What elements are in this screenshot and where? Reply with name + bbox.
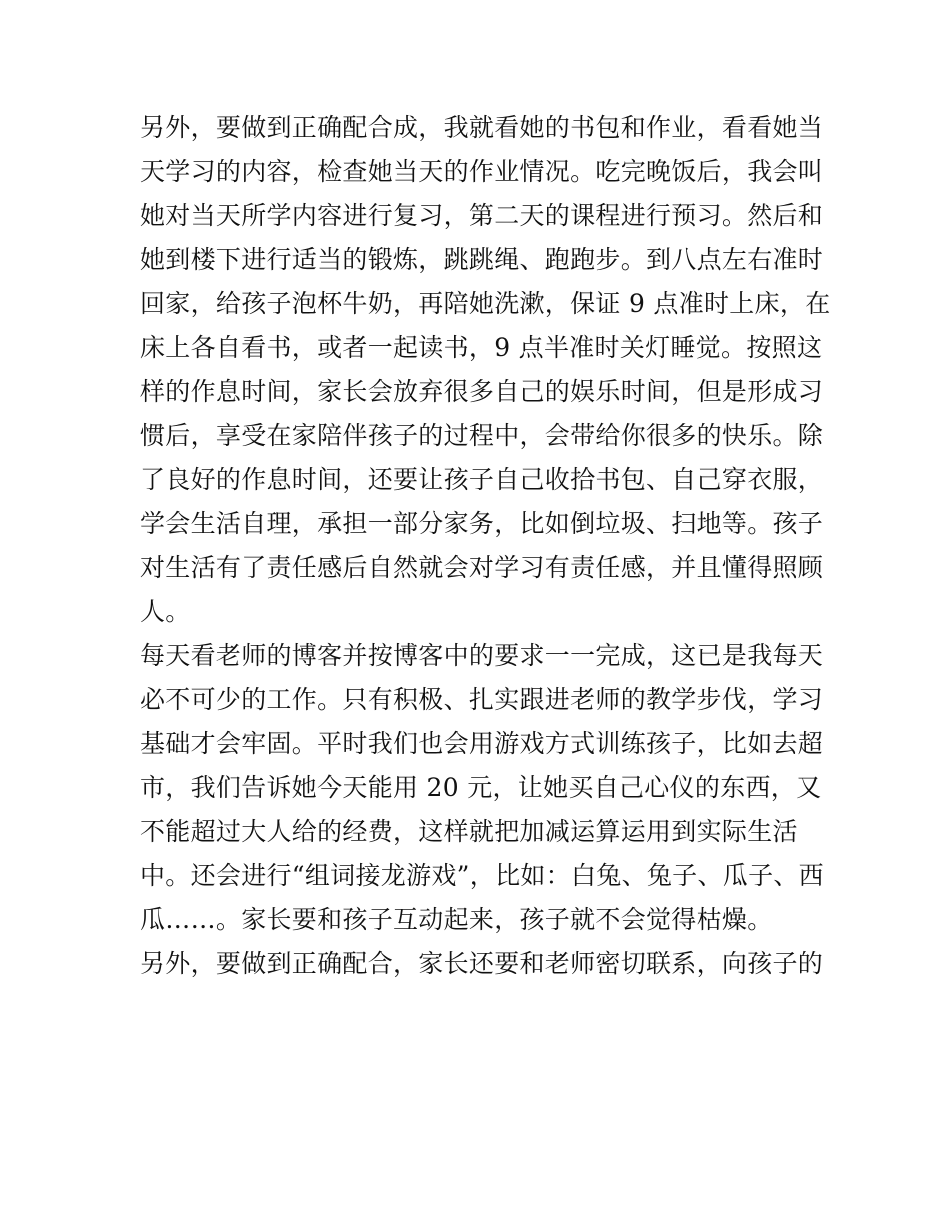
text-line: 另外，要做到正确配合成，我就看她的书包和作业，看看她当 — [140, 113, 824, 142]
text-line: 回家，给孩子泡杯牛奶，再陪她洗漱，保证 9 点准时上床，在 — [140, 289, 831, 318]
paragraph-1 — [140, 106, 831, 634]
text-line: 市，我们告诉她今天能用 20 元，让她买自己心仪的东西，又 — [140, 773, 822, 802]
text-line: 不能超过大人给的经费，这样就把加减运算运用到实际生活 — [140, 817, 798, 846]
text-line: 学会生活自理，承担一部分家务，比如倒垃圾、扫地等。孩子 — [140, 509, 824, 538]
text-line: 必不可少的工作。只有积极、扎实跟进老师的教学步伐，学习 — [140, 685, 824, 714]
text-line: 瓜……。家长要和孩子互动起来，孩子就不会觉得枯燥。 — [140, 905, 773, 934]
text-line: 惯后，享受在家陪伴孩子的过程中，会带给你很多的快乐。除 — [140, 421, 824, 450]
text-line: 了良好的作息时间，还要让孩子自己收拾书包、自己穿衣服， — [140, 465, 824, 494]
text-line: 对生活有了责任感后自然就会对学习有责任感，并且懂得照顾 — [140, 553, 824, 582]
text-line: 中。还会进行“组词接龙游戏”，比如：白兔、兔子、瓜子、西 — [140, 861, 824, 890]
document-body — [140, 106, 831, 986]
text-line: 样的作息时间，家长会放弃很多自己的娱乐时间，但是形成习 — [140, 377, 824, 406]
text-line: 人。 — [140, 597, 191, 626]
text-line: 床上各自看书，或者一起读书，9 点半准时关灯睡觉。按照这 — [140, 333, 823, 362]
text-line: 天学习的内容，检查她当天的作业情况。吃完晚饭后，我会叫 — [140, 157, 824, 186]
text-line: 每天看老师的博客并按博客中的要求一一完成，这已是我每天 — [140, 641, 824, 670]
text-line: 另外，要做到正确配合，家长还要和老师密切联系，向孩子的 — [140, 949, 824, 978]
text-line: 基础才会牢固。平时我们也会用游戏方式训练孩子，比如去超 — [140, 729, 824, 758]
paragraph-3 — [140, 942, 824, 986]
text-line: 她对当天所学内容进行复习，第二天的课程进行预习。然后和 — [140, 201, 824, 230]
text-line: 她到楼下进行适当的锻炼，跳跳绳、跑跑步。到八点左右准时 — [140, 245, 824, 274]
paragraph-2 — [140, 634, 824, 942]
